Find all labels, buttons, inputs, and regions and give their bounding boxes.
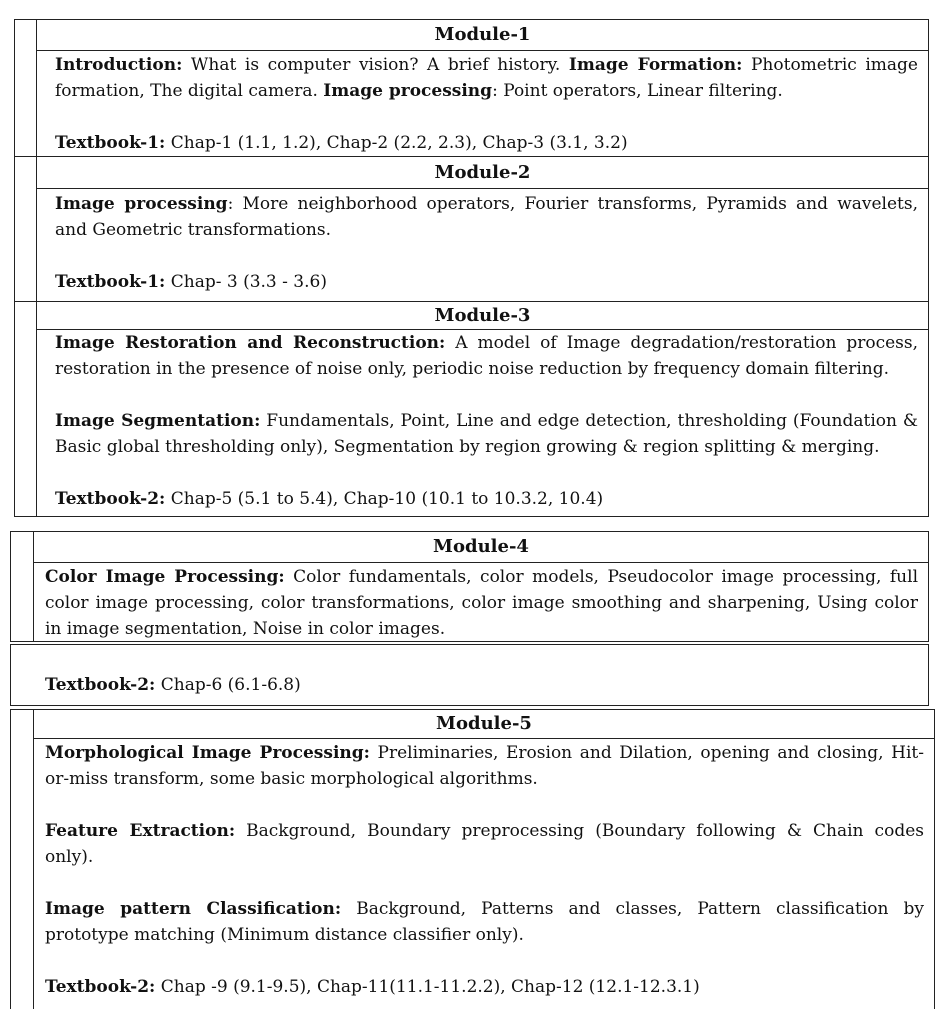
module-1-header bbox=[37, 20, 928, 51]
topic-heading: Image processing bbox=[55, 194, 228, 214]
textbook-label: Textbook-1: bbox=[55, 272, 166, 292]
module-paragraph bbox=[45, 818, 924, 870]
module-1-content bbox=[55, 52, 918, 156]
topic-text: Color fundamentals, color models, Pseudocolor image processing, full color image processing, color transformations, color image smoothing and sharpening, Using color in image segmentation, Noise in color images. bbox=[45, 567, 919, 639]
module-5-content bbox=[45, 740, 924, 1000]
module-paragraph bbox=[45, 740, 924, 792]
syllabus-table-part-2 bbox=[10, 531, 929, 642]
topic-text: Background, Boundary preprocessing (Boundary following & Chain codes only). bbox=[45, 821, 924, 867]
topic-heading: Image Restoration and Reconstruction: bbox=[55, 333, 446, 353]
topic-text: Fundamentals, Point, Line and edge detection, thresholding (Foundation & Basic global thresholding only), Segmentation by region growing & region splitting & merging. bbox=[55, 411, 918, 457]
topic-heading: Image Segmentation: bbox=[55, 411, 261, 431]
module-2-content bbox=[55, 191, 918, 295]
module-textbook-ref bbox=[45, 672, 918, 698]
topic-text: Preliminaries, Erosion and Dilation, opening and closing, Hit-or-miss transform, some basic morphological algorithms. bbox=[45, 743, 924, 789]
module-textbook-ref bbox=[45, 974, 924, 1000]
module-3-content bbox=[55, 330, 918, 512]
topic-text: A model of Image degradation/restoration process, restoration in the presence of noise only, periodic noise reduction by frequency domain filtering. bbox=[55, 333, 918, 379]
module-textbook-ref bbox=[55, 486, 918, 512]
syllabus-table-part-1 bbox=[14, 19, 929, 517]
topic-heading: Image pattern Classification: bbox=[45, 899, 342, 919]
textbook-label: Textbook-2: bbox=[55, 489, 166, 509]
module-title: Module-2 bbox=[434, 162, 531, 183]
textbook-label: Textbook-2: bbox=[45, 977, 156, 997]
module-divider bbox=[15, 301, 928, 302]
module-paragraph bbox=[55, 52, 918, 104]
module-textbook-ref bbox=[55, 269, 918, 295]
module-4-content bbox=[45, 564, 918, 642]
module-title: Module-4 bbox=[433, 536, 529, 557]
syllabus-table-part-3 bbox=[10, 644, 929, 706]
topic-heading: Morphological Image Processing: bbox=[45, 743, 370, 763]
syllabus-table-part-4 bbox=[10, 709, 935, 1009]
textbook-chapters: Chap-1 (1.1, 1.2), Chap-2 (2.2, 2.3), Chap-3 (3.1, 3.2) bbox=[165, 133, 628, 153]
module-textbook-ref bbox=[55, 130, 918, 156]
module-3-header bbox=[37, 303, 928, 330]
module-2-header bbox=[37, 158, 928, 189]
textbook-chapters: Chap-6 (6.1-6.8) bbox=[155, 675, 301, 695]
module-4-header bbox=[34, 532, 928, 563]
textbook-label: Textbook-2: bbox=[45, 675, 156, 695]
topic-heading: Feature Extraction: bbox=[45, 821, 236, 841]
module-title: Module-5 bbox=[436, 713, 532, 734]
module-paragraph bbox=[55, 408, 918, 460]
textbook-label: Textbook-1: bbox=[55, 133, 166, 153]
topic-heading: Color Image Processing: bbox=[45, 567, 285, 587]
module-title: Module-3 bbox=[434, 305, 531, 326]
module-title: Module-1 bbox=[434, 24, 531, 45]
textbook-chapters: Chap- 3 (3.3 - 3.6) bbox=[165, 272, 327, 292]
module-paragraph bbox=[55, 330, 918, 382]
module-paragraph bbox=[45, 564, 918, 642]
module-paragraph bbox=[45, 896, 924, 948]
topic-heading: Image processing bbox=[323, 81, 493, 101]
module-5-header bbox=[34, 710, 934, 739]
topic-heading: Image Formation: bbox=[568, 55, 743, 75]
topic-text: : Point operators, Linear filtering. bbox=[492, 81, 783, 101]
module-paragraph bbox=[55, 191, 918, 243]
module-divider bbox=[15, 156, 928, 157]
topic-heading: Introduction: bbox=[55, 55, 183, 75]
textbook-chapters: Chap -9 (9.1-9.5), Chap-11(11.1-11.2.2), Chap-12 (12.1-12.3.1) bbox=[155, 977, 700, 997]
topic-text: Photometric image formation, The digital camera. bbox=[55, 55, 918, 101]
topic-text: Background, Patterns and classes, Pattern classification by prototype matching (Minimum distance classifier only). bbox=[45, 899, 924, 945]
topic-text: : More neighborhood operators, Fourier transforms, Pyramids and wavelets, and Geometric transformations. bbox=[55, 194, 919, 240]
topic-text: What is computer vision? A brief history. bbox=[182, 55, 569, 75]
module-4-textbook bbox=[45, 672, 918, 698]
table-gutter bbox=[36, 20, 37, 516]
textbook-chapters: Chap-5 (5.1 to 5.4), Chap-10 (10.1 to 10.3.2, 10.4) bbox=[165, 489, 604, 509]
table-gutter bbox=[33, 710, 34, 1009]
